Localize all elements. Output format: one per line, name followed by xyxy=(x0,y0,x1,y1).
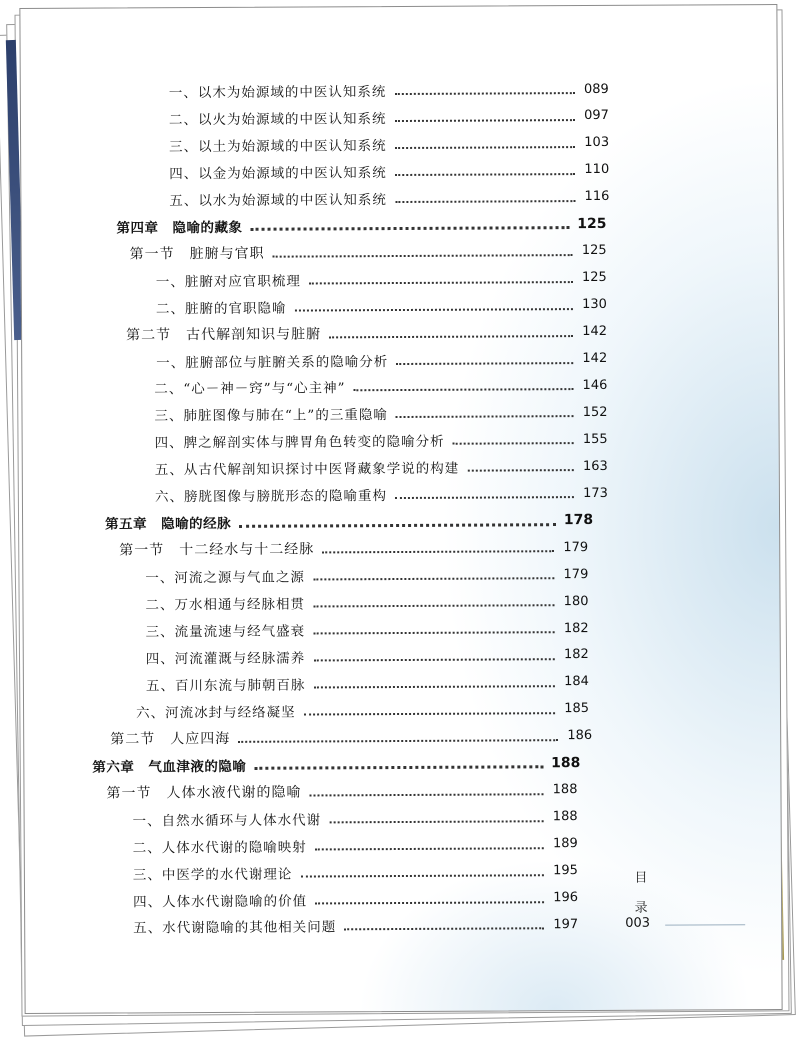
toc-section-entry[interactable] xyxy=(126,320,607,345)
toc-section-entry[interactable] xyxy=(110,725,592,750)
toc-entry-page: 195 xyxy=(553,863,578,879)
toc-item-entry[interactable] xyxy=(169,105,609,129)
toc-entry-title: 第六章 气血津液的隐喻 xyxy=(92,758,247,776)
page-number: 003 xyxy=(625,915,651,931)
dot-leader xyxy=(309,281,573,284)
toc-entry-title: 二、脏腑的官职隐喻 xyxy=(155,300,287,317)
dot-leader xyxy=(315,901,544,904)
toc-entry-page: 197 xyxy=(553,917,579,933)
toc-entry-page: 125 xyxy=(577,215,607,232)
dot-leader xyxy=(467,469,574,472)
toc-section-entry[interactable] xyxy=(130,240,607,264)
toc-entry-page: 178 xyxy=(563,512,594,529)
toc-item-entry[interactable] xyxy=(169,159,609,183)
toc-entry-title: 六、膀胱图像与膀胱形态的隐喻重构 xyxy=(154,488,387,506)
toc-entry-title: 三、以土为始源域的中医认知系统 xyxy=(169,137,387,156)
dot-leader xyxy=(396,362,573,365)
dot-leader xyxy=(239,523,556,528)
toc-entry-page: 142 xyxy=(582,323,608,340)
toc-entry-title: 三、中医学的水代谢理论 xyxy=(132,866,293,883)
toc-entry-page: 142 xyxy=(582,350,608,367)
toc-section-entry[interactable] xyxy=(106,779,577,803)
toc-entry-title: 四、脾之解剖实体与脾胃角色转变的隐喻分析 xyxy=(154,434,445,452)
toc-page xyxy=(19,4,782,1014)
toc-entry-title: 四、人体水代谢隐喻的价值 xyxy=(133,892,308,910)
toc-entry-page: 155 xyxy=(582,431,608,447)
dot-leader xyxy=(294,308,573,311)
toc-entry-title: 三、流量流速与经气盛衰 xyxy=(145,623,306,641)
toc-entry-page: 188 xyxy=(551,754,581,771)
toc-entry-title: 一、脏腑对应官职梳理 xyxy=(155,273,301,290)
toc-entry-page: 182 xyxy=(563,620,589,636)
dot-leader xyxy=(300,874,544,877)
dot-leader xyxy=(254,766,543,771)
toc-entry-page: 196 xyxy=(553,890,579,906)
dot-leader xyxy=(313,604,555,607)
toc-item-entry[interactable] xyxy=(133,833,578,857)
toc-entry-title: 二、以火为始源域的中医认知系统 xyxy=(168,111,387,129)
toc-chapter-entry[interactable] xyxy=(116,213,606,238)
dot-leader xyxy=(315,847,544,850)
toc-item-entry[interactable] xyxy=(133,914,578,938)
toc-entry-title: 五、百川东流与肺朝百脉 xyxy=(145,677,306,695)
dot-leader xyxy=(395,173,576,176)
dot-leader xyxy=(329,820,544,823)
toc-entry-title: 第一节 脏腑与官职 xyxy=(129,245,265,263)
toc-item-entry[interactable] xyxy=(136,698,589,722)
dot-leader xyxy=(322,550,554,553)
toc-entry-page: 130 xyxy=(582,297,607,313)
toc-item-entry[interactable] xyxy=(155,482,608,506)
toc-item-entry[interactable] xyxy=(155,428,608,452)
toc-entry-title: 第四章 隐喻的藏象 xyxy=(116,219,243,237)
toc-item-entry[interactable] xyxy=(154,374,607,398)
dot-leader xyxy=(304,712,556,715)
toc-entry-title: 一、河流之源与气血之源 xyxy=(145,569,305,587)
toc-entry-page: 186 xyxy=(567,728,593,744)
dot-leader xyxy=(396,415,574,418)
toc-entry-page: 173 xyxy=(583,485,608,501)
toc-item-entry[interactable] xyxy=(156,294,607,318)
toc-item-entry[interactable] xyxy=(146,671,589,695)
dot-leader xyxy=(313,658,555,661)
toc-entry-page: 188 xyxy=(552,782,578,798)
toc-entry-title: 五、水代谢隐喻的其他相关问题 xyxy=(133,919,337,937)
toc-item-entry[interactable] xyxy=(133,806,578,830)
dot-leader xyxy=(238,739,558,743)
dot-leader xyxy=(273,254,573,258)
toc-item-entry[interactable] xyxy=(146,644,589,668)
toc-entry-title: 第一节 人体水液代谢的隐喻 xyxy=(106,784,302,802)
toc-entry-page: 125 xyxy=(581,270,607,286)
toc-entry-page: 146 xyxy=(582,377,608,393)
dot-leader xyxy=(353,389,573,392)
toc-item-entry[interactable] xyxy=(154,401,607,425)
toc-entry-title: 一、以木为始源域的中医认知系统 xyxy=(168,84,387,102)
toc-entry-title: 第一节 十二经水与十二经脉 xyxy=(119,541,315,559)
toc-entry-page: 184 xyxy=(564,674,589,690)
toc-entry-page: 185 xyxy=(564,701,590,717)
toc-entry-page: 116 xyxy=(584,189,610,205)
dot-leader xyxy=(395,200,576,203)
dot-leader xyxy=(394,119,575,122)
folio-rule xyxy=(665,924,745,925)
toc-item-entry[interactable] xyxy=(146,617,589,641)
toc-entry-page: 103 xyxy=(584,135,610,151)
toc-entry-page: 089 xyxy=(583,81,609,97)
toc-item-entry[interactable] xyxy=(133,860,578,884)
dot-leader xyxy=(313,631,555,634)
toc-item-entry[interactable] xyxy=(169,132,609,156)
toc-section-entry[interactable] xyxy=(119,536,588,560)
toc-entry-page: 163 xyxy=(582,458,608,474)
toc-entry-title: 五、以水为始源域的中医认知系统 xyxy=(169,191,387,210)
toc-entry-title: 第五章 隐喻的经脉 xyxy=(105,516,232,533)
toc-entry-page: 179 xyxy=(563,539,589,555)
toc-item-entry[interactable] xyxy=(145,590,588,614)
toc-item-entry[interactable] xyxy=(133,887,578,911)
toc-item-entry[interactable] xyxy=(155,455,608,479)
toc-entry-title: 二、“心－神－窍”与“心主神” xyxy=(154,380,346,398)
toc-item-entry[interactable] xyxy=(156,347,607,371)
toc-item-entry[interactable] xyxy=(156,267,607,291)
toc-entry-page: 189 xyxy=(552,836,578,852)
side-label-char: 目 xyxy=(634,870,648,886)
toc-entry-title: 二、人体水代谢的隐喻映射 xyxy=(132,839,307,857)
toc-entry-page: 097 xyxy=(584,108,609,124)
dot-leader xyxy=(394,92,575,95)
toc-entry-page: 180 xyxy=(563,593,589,609)
dot-leader xyxy=(329,335,573,338)
toc-item-entry[interactable] xyxy=(145,563,588,587)
dot-leader xyxy=(395,146,576,149)
toc-entry-title: 一、自然水循环与人体水代谢 xyxy=(132,812,322,830)
toc-item-entry[interactable] xyxy=(169,78,609,102)
toc-entry-title: 四、河流灌溉与经脉濡养 xyxy=(145,650,306,668)
toc-entry-title: 第二节 古代解剖知识与脏腑 xyxy=(126,325,322,343)
dot-leader xyxy=(344,928,544,931)
dot-leader xyxy=(395,496,574,499)
toc-entry-page: 179 xyxy=(563,566,589,582)
toc-entry-title: 一、脏腑部位与脏腑关系的隐喻分析 xyxy=(156,353,389,371)
dot-leader xyxy=(313,577,555,580)
toc-entry-title: 五、从古代解剖知识探讨中医肾藏象学说的构建 xyxy=(154,460,460,479)
dot-leader xyxy=(453,442,574,445)
toc-chapter-entry[interactable] xyxy=(92,752,580,777)
dot-leader xyxy=(313,685,555,688)
toc-entry-title: 二、万水相通与经脉相贯 xyxy=(145,596,306,614)
toc-entry-page: 110 xyxy=(584,162,610,178)
toc-entry-title: 四、以金为始源域的中医认知系统 xyxy=(169,164,387,183)
toc-entry-title: 三、肺脏图像与肺在“上”的三重隐喻 xyxy=(154,407,388,425)
dot-leader xyxy=(251,226,570,231)
toc-entry-title: 第二节 人应四海 xyxy=(110,730,231,748)
toc-entry-page: 188 xyxy=(552,809,578,825)
toc-entry-page: 152 xyxy=(582,404,608,420)
toc-item-entry[interactable] xyxy=(169,186,609,210)
toc-entry-page: 182 xyxy=(563,647,589,663)
side-label-char: 录 xyxy=(634,900,648,916)
toc-entry-page: 125 xyxy=(581,243,607,259)
toc-entry-title: 六、河流冰封与经络凝坚 xyxy=(136,704,296,722)
toc-chapter-entry[interactable] xyxy=(105,509,593,534)
dot-leader xyxy=(309,793,543,796)
